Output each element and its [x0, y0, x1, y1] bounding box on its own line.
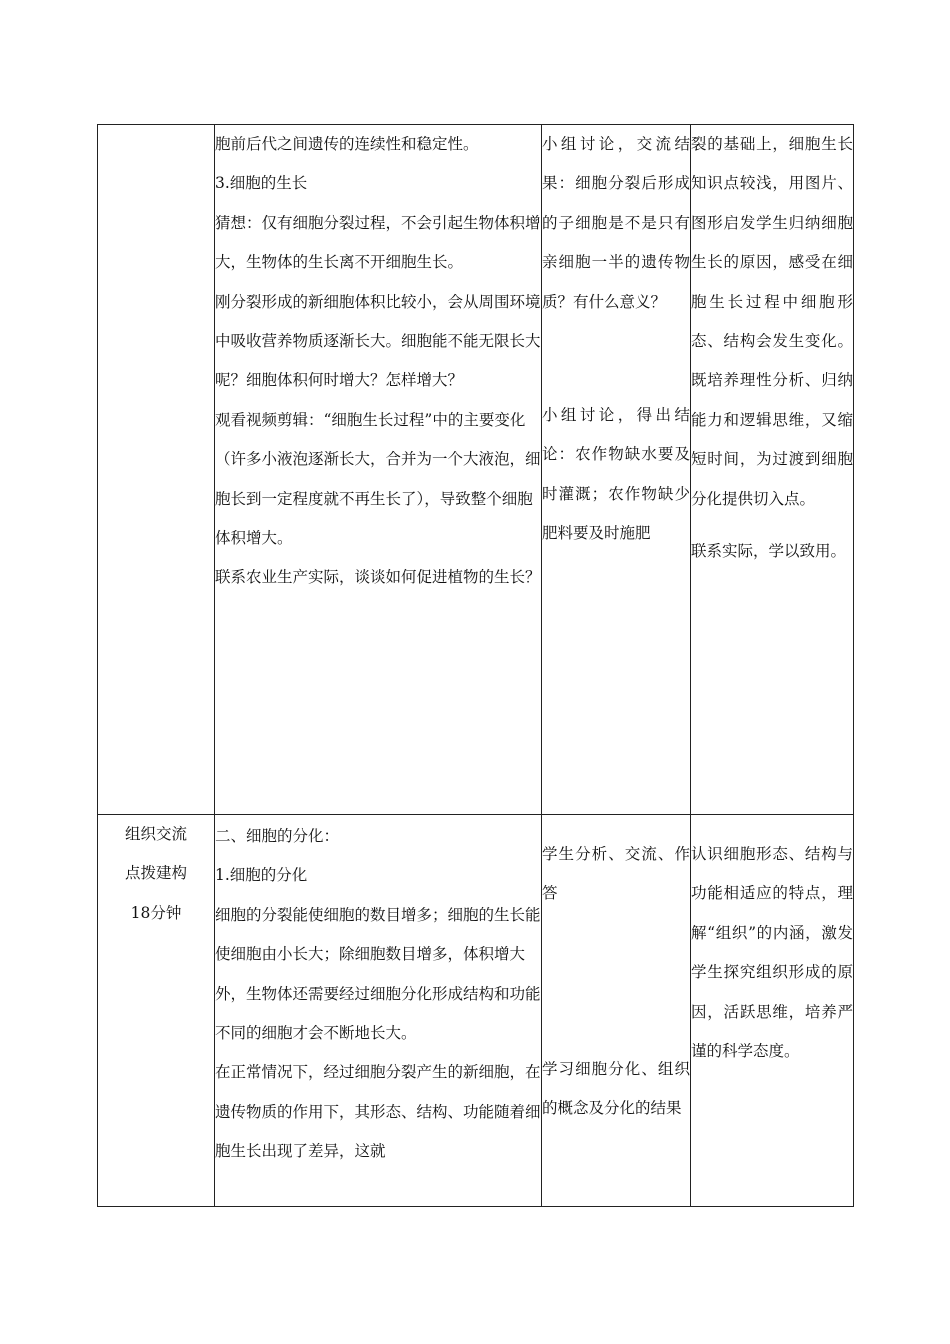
- stage-cell: [98, 125, 215, 815]
- student-activity-cell: [542, 815, 691, 1207]
- design-intent-text: 裂的基础上，细胞生长知识点较浅，用图片、图形启发学生归纳细胞生长的原因，感受在细胞生长过程中细胞形态、结构会发生变化。既培养理性分析、归纳能力和逻辑思维，又缩短时间，为过渡到细胞分化提供切入点。: [691, 135, 853, 508]
- content-cell: [215, 125, 542, 815]
- student-activity-text: 学生分析、交流、作答: [542, 845, 690, 903]
- section-heading: 1.细胞的分化: [215, 866, 308, 885]
- content-text: 在正常情况下，经过细胞分裂产生的新细胞，在遗传物质的作用下，其形态、结构、功能随着细胞生长出现了差异，这就: [215, 1063, 541, 1161]
- stage-duration: 18分钟: [130, 903, 182, 922]
- content-text: 猜想：仅有细胞分裂过程，不会引起生物体积增大，生物体的生长离不开细胞生长。: [215, 213, 541, 272]
- student-activity-text: 小组讨论，交流结果：细胞分裂后形成的子细胞是不是只有亲细胞一半的遗传物质？有什么意义？: [542, 135, 690, 311]
- design-intent-cell: [691, 815, 854, 1207]
- lesson-plan-table: [97, 124, 854, 1207]
- stage-cell: [98, 815, 215, 1207]
- design-intent-cell: [691, 125, 854, 815]
- student-activity-text: 小组讨论，得出结论：农作物缺水要及时灌溉；农作物缺少肥料要及时施肥: [542, 406, 690, 543]
- content-text: 细胞的分裂能使细胞的数目增多；细胞的生长能使细胞由小长大；除细胞数目增多，体积增大外，生物体还需要经过细胞分化形成结构和功能不同的细胞才会不断地长大。: [215, 905, 541, 1043]
- content-text: 胞前后代之间遗传的连续性和稳定性。: [215, 135, 479, 153]
- content-text: 刚分裂形成的新细胞体积比较小，会从周围环境中吸收营养物质逐渐长大。细胞能不能无限长大呢？细胞体积何时增大？怎样增大？: [215, 292, 541, 390]
- table-row: [98, 125, 854, 815]
- content-cell: [215, 815, 542, 1207]
- student-activity-text: 学习细胞分化、组织的概念及分化的结果: [542, 1059, 690, 1118]
- stage-label: 点拨建构: [124, 864, 187, 883]
- table-row: [98, 815, 854, 1207]
- student-activity-cell: [542, 125, 691, 815]
- content-text: 观看视频剪辑：“细胞生长过程”中的主要变化（许多小液泡逐渐长大，合并为一个大液泡，细胞长到一定程度就不再生长了），导致整个细胞体积增大。: [215, 410, 541, 548]
- section-heading: 二、细胞的分化：: [215, 827, 340, 845]
- content-text: 联系农业生产实际，谈谈如何促进植物的生长？: [215, 568, 541, 587]
- stage-label: 组织交流: [124, 825, 187, 843]
- design-intent-text: 认识细胞形态、结构与功能相适应的特点，理解“组织”的内涵，激发学生探究组织形成的原因，活跃思维，培养严谨的科学态度。: [691, 845, 853, 1061]
- section-heading: 3.细胞的生长: [215, 174, 308, 193]
- design-intent-text: 联系实际，学以致用。: [691, 542, 847, 561]
